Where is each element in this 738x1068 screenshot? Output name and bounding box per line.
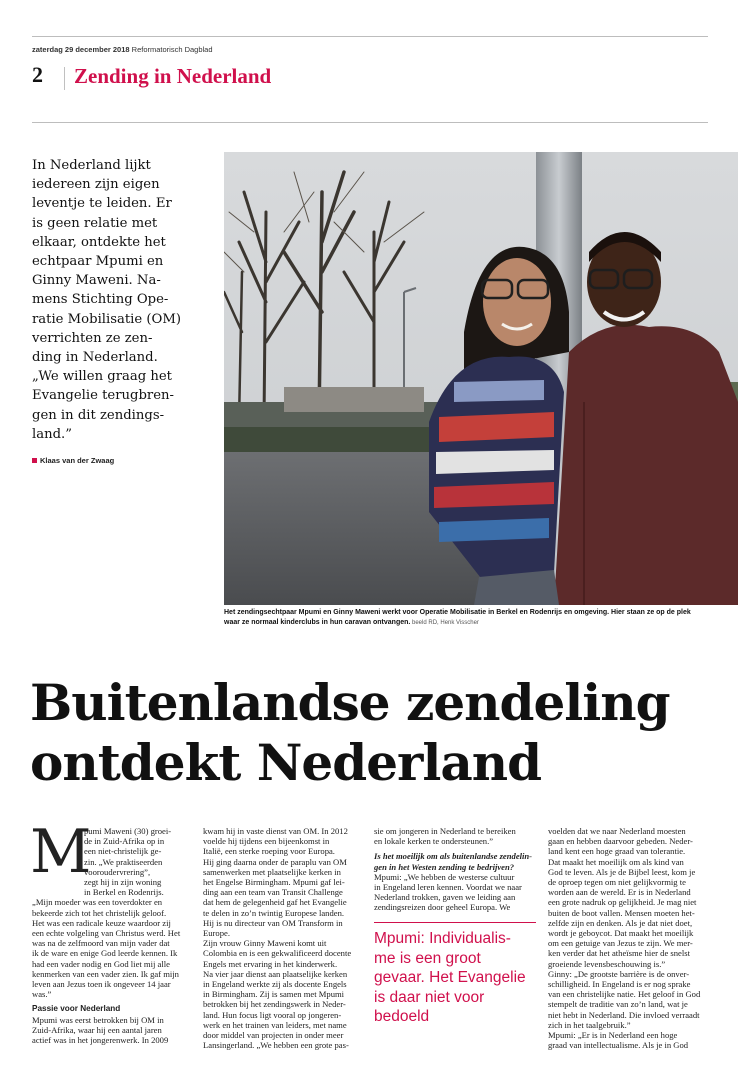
- interview-question: Is het moeilijk om als buitenlandse zendelin-: [374, 851, 533, 862]
- intro-line: In Nederland lijkt: [32, 158, 151, 173]
- headline-line: Buitenlandse zendeling: [30, 673, 670, 732]
- article-line: gaan en hebben daarvoor gebeden. Neder-: [548, 836, 693, 847]
- article-line: zelfde zijn en denken. Als je dat niet doet,: [548, 917, 693, 928]
- article-line: Na vier jaar dienst aan plaatselijke kerken: [203, 968, 348, 979]
- article-line: Zijn vrouw Ginny Maweni komt uit: [203, 938, 327, 949]
- article-line: Engels met ervaring in het kinderwerk.: [203, 958, 338, 969]
- article-line: een grote nadruk op gelijkheid. Je mag niet: [548, 897, 697, 908]
- photo-caption: [224, 608, 734, 628]
- article-line: Hij ging daarna onder de paraplu van OM: [203, 856, 347, 867]
- couple-photo-illustration: [224, 152, 738, 605]
- article-photo: [224, 152, 738, 605]
- article-line: in Birmingham. Zij is samen met Mpumi: [203, 989, 345, 1000]
- caption-text: Het zendingsechtpaar Mpumi en Ginny Maweni werkt voor Operatie Mobilisatie in Berkel en Rodenrijs en omgeving. Hier staan ze op de plek: [224, 609, 691, 616]
- caption-line: [224, 608, 734, 618]
- article-line: actief was in het jongerenwerk. In 2009: [32, 1035, 169, 1046]
- interview-question: gen in het Westen zending te bedrijven?: [374, 861, 515, 872]
- article-line: Zuid-Afrika, waar hij een aantal jaren: [32, 1024, 162, 1035]
- article-line: de in Zuid-Afrika op in: [84, 836, 165, 847]
- article-line: samenwerken met plaatselijke kerken in: [203, 866, 341, 877]
- article-line: worden aan de wereld. Er is in Nederland: [548, 887, 691, 898]
- intro-line: ratie Mobilisatie (OM): [32, 311, 181, 327]
- article-line: sie om jongeren in Nederland te bereiken: [374, 826, 516, 836]
- article-line: vooroudervrering”,: [84, 866, 151, 877]
- headline-line: ontdekt Nederland: [30, 733, 542, 792]
- pull-quote-line: is daar niet voor: [374, 988, 485, 1006]
- drop-cap: M: [30, 817, 92, 887]
- intro-line: leventje te leiden. Er: [32, 196, 172, 212]
- article-line: Dat maakt het moeilijk om als kind van: [548, 856, 684, 867]
- paper-name: Reformatorisch Dagblad: [131, 45, 213, 54]
- article-column-4: [548, 826, 708, 1050]
- article-line: Hij is nu directeur van OM Transform in: [203, 917, 343, 928]
- top-rule: [32, 36, 708, 37]
- intro-line: elkaar, ontdekte het: [32, 234, 166, 250]
- article-line: graad van intellectualisme. Als je in God: [548, 1040, 689, 1051]
- pull-quote-line: bedoeld: [374, 1008, 430, 1025]
- article-column-1: [32, 826, 192, 1045]
- date: zaterdag 29 december 2018: [32, 45, 130, 54]
- article-line: bekeerde zich tot het christelijk geloof.: [32, 907, 167, 918]
- article-line: Mpumi was eerst betrokken bij OM in: [32, 1014, 164, 1025]
- article-line: de oproep tegen om niet gelijkvormig te: [548, 877, 686, 888]
- article-line: betrokken bij het zendingswerk in Neder-: [203, 999, 346, 1010]
- article-line: zin. „We praktiseerden: [84, 856, 163, 867]
- article-line: Italië, een sterke roeping voor Europa.: [203, 846, 335, 857]
- article-line: een niet-christelijk ge-: [84, 846, 162, 857]
- article-line: God te leven. Als je de Bijbel leest, kom je: [548, 866, 696, 877]
- article-line: het Engelse Birmingham. Mpumi gaf lei-: [203, 877, 345, 888]
- article-line: groeiende levensbeschouwing is.”: [548, 958, 666, 969]
- article-line: ik de ware en enige God leerde kennen. Ik: [32, 948, 178, 959]
- photo-credit: beeld RD, Henk Visscher: [410, 619, 479, 626]
- intro-line: echtpaar Mpumi en: [32, 254, 164, 270]
- article-line: was.”: [32, 989, 52, 1000]
- intro-line: verrichten ze zen-: [32, 330, 153, 346]
- pull-quote: [374, 922, 536, 1027]
- byline: [32, 456, 114, 465]
- intro-text: [32, 156, 204, 444]
- intro-line: land.”: [32, 426, 72, 442]
- article-line: Mpumi: „Er is in Nederland een hoge: [548, 1030, 678, 1041]
- subheading: Passie voor Nederland: [32, 1004, 121, 1014]
- article-line: van een christelijke natie. Het geloof in God: [548, 989, 701, 1000]
- intro-line: gen in dit zendings-: [32, 407, 165, 423]
- article-line: zich in het taalgebruik.”: [548, 1019, 631, 1030]
- article-line: Het was een radicale keuze waardoor zij: [32, 917, 171, 928]
- article-line: buiten de boot vallen. Mensen moeten het-: [548, 907, 695, 918]
- article-line: door middel van projecten in onder meer: [203, 1030, 344, 1041]
- article-line: was na de zelfmoord van mijn vader dat: [32, 938, 170, 949]
- article-line: ken verder dat het atheïsme hier de snelst: [548, 948, 690, 959]
- caption-line: [224, 618, 734, 629]
- article-line: wordt je geboycot. Dat maakt het moeilijk: [548, 928, 694, 939]
- article-line: leven aan Jezus toen ik ongeveer 14 jaar: [32, 979, 171, 990]
- article-line: land kent een hoge graad van tolerantie.: [548, 846, 686, 857]
- section-title: Zending in Nederland: [74, 64, 272, 88]
- article-line: zendingsreizen door geheel Europa. We: [374, 902, 511, 913]
- intro-line: „We willen graag het: [32, 369, 172, 385]
- section-divider: [64, 67, 65, 90]
- author-name: Klaas van der Zwaag: [40, 456, 115, 465]
- article-line: om een getuige van Jezus te zijn. We mer-: [548, 938, 693, 949]
- article-line: Ginny: „De grootste barrière is de onver-: [548, 968, 690, 979]
- article-line: Mpumi: „We hebben de westerse cultuur: [374, 871, 515, 882]
- page-number: 2: [32, 62, 43, 87]
- header-rule: [32, 122, 708, 123]
- headline: [30, 673, 670, 793]
- intro-line: iedereen zijn eigen: [32, 177, 160, 193]
- article-line: zegt hij in zijn woning: [84, 877, 162, 888]
- article-line: in Berkel en Rodenrijs.: [84, 887, 164, 898]
- article-column-3: [374, 826, 536, 913]
- article-line: dat hem de gelegenheid gaf het Evangelie: [203, 897, 347, 908]
- byline-marker: [32, 458, 37, 463]
- article-line: Lansingerland. „We hebben een grote pas-: [203, 1040, 349, 1051]
- article-line: schilligheid. In Engeland is er nog sprake: [548, 979, 691, 990]
- article-line: Nederland trokken, gaven we leiding aan: [374, 892, 516, 903]
- article-line: land. Hun focus ligt vooral op jongeren-: [203, 1009, 342, 1020]
- article-line: in Engeland werkte zij als docente Engels: [203, 979, 347, 990]
- article-line: voelde hij tijdens een bijeenkomst in: [203, 836, 330, 847]
- article-line: ding aan een team van Transit Challenge: [203, 887, 343, 898]
- article-line: pumi Maweni (30) groei-: [84, 826, 172, 836]
- pull-quote-line: me is een groot: [374, 949, 481, 967]
- article-line: en lokale kerken te ondersteunen.”: [374, 836, 494, 847]
- article-line: niet hebt in Nederland. Die invloed verraadt: [548, 1009, 700, 1020]
- article-line: werk en het trainen van leiders, met name: [203, 1019, 347, 1030]
- article-line: Europe.: [203, 928, 230, 939]
- intro-line: Evangelie terugbren-: [32, 388, 174, 404]
- intro-line: ding in Nederland.: [32, 350, 158, 366]
- pull-quote-line: Mpumi: Individualis-: [374, 930, 511, 947]
- article-line: Colombia en is een gekwalificeerd docente: [203, 948, 352, 959]
- intro-line: mens Stichting Ope-: [32, 292, 169, 308]
- article-line: voelden dat we naar Nederland moesten: [548, 826, 686, 836]
- pull-quote-line: gevaar. Het Evangelie: [374, 969, 526, 986]
- article-line: stempelt de traditie van zo’n land, wat je: [548, 999, 688, 1010]
- article-line: een echte volgeling van Christus werd. Het: [32, 928, 181, 939]
- article-line: had een vader nodig en God liet mij alle: [32, 958, 170, 969]
- dateline: [32, 45, 213, 54]
- article-column-2: [203, 826, 363, 1050]
- intro-line: Ginny Maweni. Na-: [32, 273, 161, 289]
- article-line: „Mijn moeder was een toverdokter en: [32, 897, 163, 908]
- article-line: in Engeland leren kennen. Voordat we naar: [374, 882, 522, 893]
- article-line: te delen in zo’n twintig Europese landen.: [203, 907, 345, 918]
- caption-text: waar ze normaal kinderclubs in hun caravan ontvangen.: [224, 618, 411, 626]
- intro-line: is geen relatie met: [32, 215, 158, 231]
- article-line: kenmerken van een vader zien. Ik gaf mijn: [32, 968, 179, 979]
- article-line: kwam hij in vaste dienst van OM. In 2012: [203, 826, 348, 836]
